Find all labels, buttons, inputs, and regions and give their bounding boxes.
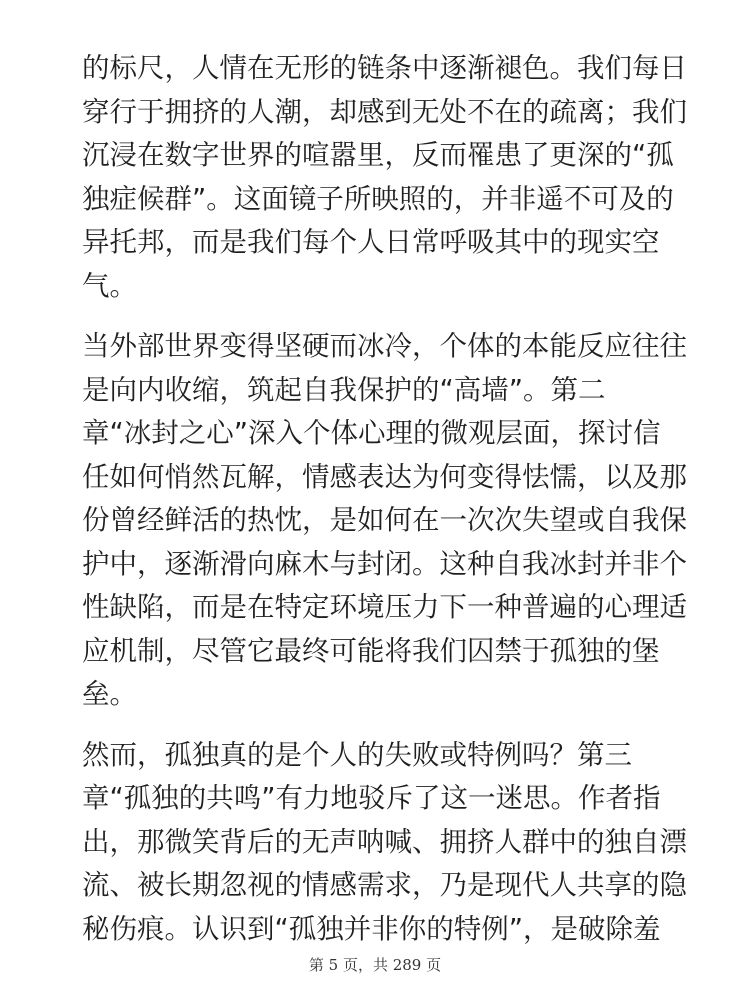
text-line: 性缺陷，而是在特定环境压力下一种普遍的心理适 (82, 591, 687, 623)
text-line: 章“冰封之心”深入个体心理的微观层面，探讨信 (82, 417, 661, 449)
text-line: 份曾经鲜活的热忱，是如何在一次次失望或自我保 (82, 504, 687, 536)
text-line: 独症候群”。这面镜子所映照的，并非遥不可及的 (82, 182, 674, 215)
text-line: 的标尺，人情在无形的链条中逐渐褪色。我们每日 (82, 52, 687, 84)
paragraph-3 (82, 734, 687, 952)
text-line: 秘伤痕。认识到“孤独并非你的特例”，是破除羞 (82, 912, 661, 945)
text-line: 气。 (82, 269, 137, 302)
text-line: 然而，孤独真的是个人的失败或特例吗？第三 (82, 738, 632, 771)
text-line: 出，那微笑背后的无声呐喊、拥挤人群中的独自漂 (82, 825, 687, 858)
text-line: 是向内收缩，筑起自我保护的“高墙”。第二 (82, 373, 606, 406)
text-line: 异托邦，而是我们每个人日常呼吸其中的现实空 (82, 226, 660, 258)
text-line: 穿行于拥挤的人潮，却感到无处不在的疏离；我们 (82, 95, 687, 128)
text-line: 任如何悄然瓦解，情感表达为何变得怯懦，以及那 (82, 460, 687, 493)
page-number-footer: 第 5 页，共 289 页 (308, 956, 442, 974)
text-line: 章“孤独的共鸣”有力地驳斥了这一迷思。作者指 (82, 782, 661, 814)
paragraph-2 (82, 325, 687, 717)
text-line: 流、被长期忽视的情感需求，乃是现代人共享的隐 (82, 869, 687, 901)
text-line: 护中，逐渐滑向麻木与封闭。这种自我冰封并非个 (82, 547, 687, 580)
text-line: 垒。 (82, 678, 137, 710)
text-line: 当外部世界变得坚硬而冰冷，个体的本能反应往往 (82, 330, 687, 362)
body-text (82, 47, 687, 968)
paragraph-1 (82, 47, 687, 308)
text-line: 沉浸在数字世界的喧嚣里，反而罹患了更深的“孤 (82, 139, 674, 171)
text-line: 应机制，尽管它最终可能将我们囚禁于孤独的堡 (82, 634, 660, 667)
